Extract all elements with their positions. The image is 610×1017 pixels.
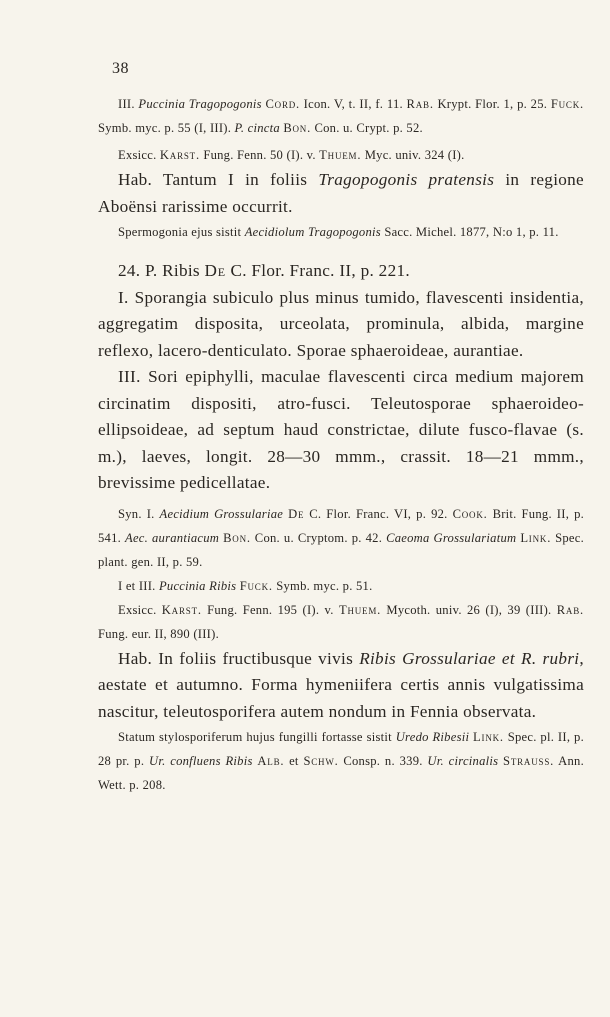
text-run: Spec. plant. gen. II, p. 59. [98,530,584,569]
paragraph-habitat-1 [98,167,584,220]
stage-label: III. [118,97,135,111]
author-name: Link. [473,730,504,744]
text-run: Exsicc. [118,148,160,162]
author-name: Strauss. [503,754,555,768]
taxon-name: Ur. circinalis [427,754,499,768]
text-run: Syn. I. [118,506,160,521]
paragraph-synonyms [98,502,584,574]
author-name: Bon. [223,530,251,545]
text-run: Consp. n. 339. [338,754,428,768]
paragraph-exsiccata-2 [98,598,584,646]
text-run: Hab. In foliis fructibusque vivis [118,648,360,668]
author-name: Karst. [159,148,200,162]
author-name: Alb. [257,754,285,768]
species-heading [98,258,584,285]
text-run: Mycoth. univ. 26 (I), 39 (III). [381,602,557,617]
text-run: Spermogonia ejus sistit [118,225,245,239]
description-stage-i: I. Sporangia subiculo plus minus tumido, flavescenti insidentia, aggregatim disposita, urceolata, prominula, albida, margine reflexo, lacero-denticulato. Sporae sphaeroideae, aurantiae. [98,287,584,360]
author-name: Link. [520,530,552,545]
text-run: in regione Aboënsi rarissime occurrit. [98,170,584,216]
text-run: Myc. univ. 324 (I). [361,148,465,162]
text-run: C. Flor. Franc. II, p. 221. [225,261,410,280]
text-run: Hab. Tantum I in foliis [118,170,319,189]
text-run: , aestate et autumno. Forma hymeniifera certis annis vulgatissima nascitur, teleutosporifera autem nondum in Fennia observata. [98,648,584,721]
taxon-name: Uredo Ribesii [395,730,470,744]
page-number: 38 [112,60,129,77]
text-run: 24. P. Ribis [118,261,205,280]
taxon-name: Aecidiolum Tragopogonis [244,225,381,239]
text-run: Fung. eur. II, 890 (III). [98,626,219,641]
text-run: I et III. [118,578,159,593]
author-name: Cook. [452,506,488,521]
text-run: Spec. pl. II, p. 28 pr. p. [98,730,584,768]
author-name: Rab. [406,97,434,111]
text-run: Sacc. Michel. 1877, N:o 1, p. 11. [380,225,559,239]
text-run: Statum stylosporiferum hujus fungilli fortasse sistit [118,730,396,744]
paragraph-synonyms-iii [98,574,584,598]
paragraph-exsiccata-1 [98,143,584,167]
taxon-name: Ur. confluens Ribis [148,754,253,768]
text-run: Symb. myc. p. 51. [272,578,373,593]
species-name: P. cincta [234,121,280,135]
text-run: C. Flor. Franc. VI, p. 92. [304,506,453,521]
text-run: Ann. Wett. p. 208. [98,754,584,792]
text-run: Fung. Fenn. 50 (I). v. [199,148,320,162]
paragraph-iii-references [98,92,584,140]
author-name: Thuem. [338,602,382,617]
text-run: Con. u. Cryptom. p. 42. [250,530,387,545]
author-name: Cord. [265,97,301,111]
text-run: et [284,754,304,768]
author-name: De [288,506,305,521]
author-name: Fuck. [550,97,584,111]
taxon-name: Puccinia Ribis [158,578,237,593]
paragraph-spermogonia [98,220,584,244]
text-run: Brit. Fung. II, p. 541. [98,506,585,545]
text-run: Fung. Fenn. 195 (I). v. [201,602,339,617]
species-name: Puccinia Tragopogonis [138,97,262,111]
description-stage-iii: III. Sori epiphylli, maculae flavescenti circa medium majorem circinatim dispositi, atro-fusci. Teleutosporae sphaeroideo-ellipsoideae, ad septum haud constrictae, dilute fusco-flavae (s. m.), laeves, longit. 28—30 mmm., crassit. 18—21 mmm., brevissime pedicellatae. [98,367,584,492]
paragraph-stylospore-state [98,725,584,797]
taxon-name: Aecidium Grossulariae [159,506,284,521]
host-name: Tragopogonis pratensis [318,170,495,189]
text-run: Symb. myc. p. 55 (I, III). [98,121,235,135]
host-name: Ribis Grossulariae et R. rubri [359,648,580,668]
page-body [98,92,584,797]
text-run: Con. u. Crypt. p. 52. [311,121,423,135]
author-name: Bon. [283,121,312,135]
author-name: Karst. [161,602,202,617]
text-run: Icon. V, t. II, f. 11. [300,97,407,111]
taxon-name: Aec. aurantiacum [125,530,220,545]
paragraph-habitat-2 [98,646,584,726]
author-name: Schw. [303,754,339,768]
author-name: Rab. [556,602,584,617]
author-name: Thuem. [319,148,362,162]
author-name: De [204,261,226,280]
taxon-name: Caeoma Grossulariatum [386,530,517,545]
author-name: Fuck. [239,578,273,593]
text-run: Exsicc. [118,602,162,617]
text-run: Krypt. Flor. 1, p. 25. [433,97,551,111]
